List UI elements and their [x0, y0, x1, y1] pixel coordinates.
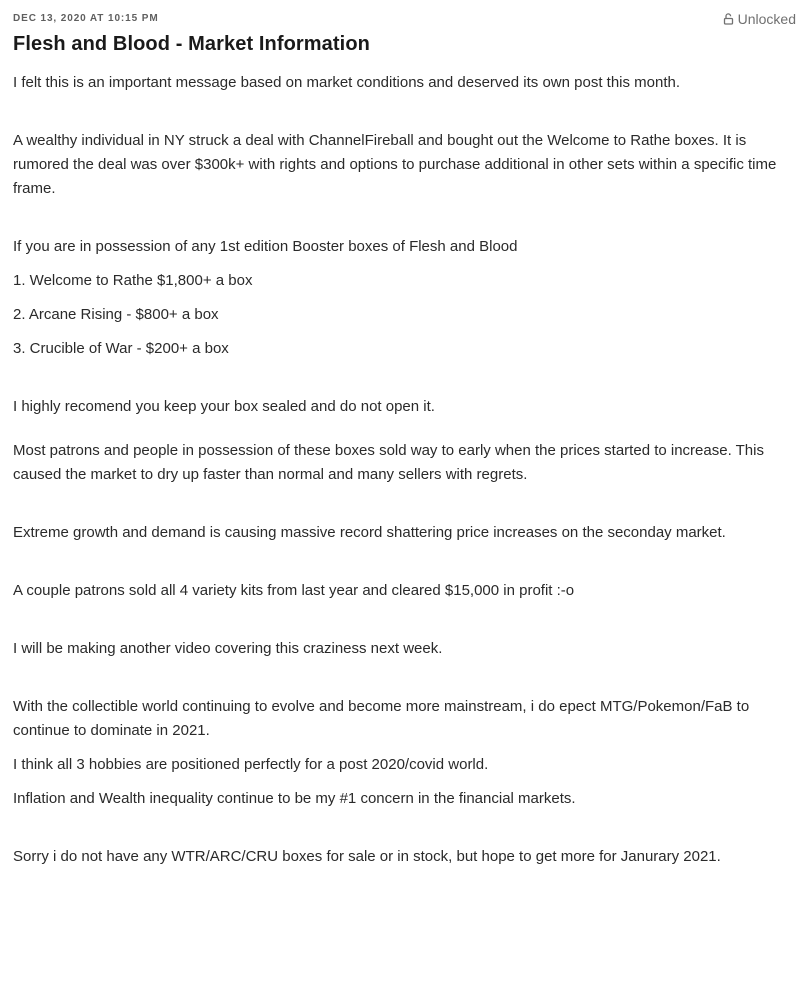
- paragraph-deal: A wealthy individual in NY struck a deal with ChannelFireball and bought out the Welcome to Rathe boxes. It is rumored the deal was over $300k+ with rights and options to purchase additional in other sets within a specific time frame.: [13, 132, 777, 197]
- paragraph-patrons: Most patrons and people in possession of these boxes sold way to early when the prices started to increase. This caused the market to dry up faster than normal and many sellers with regrets.: [13, 442, 764, 483]
- list-item-wtr: 1. Welcome to Rathe $1,800+ a box: [13, 272, 253, 289]
- post-date: DEC 13, 2020 AT 10:15 PM: [13, 13, 159, 24]
- paragraph-possession: If you are in possession of any 1st edition Booster boxes of Flesh and Blood: [13, 238, 518, 255]
- spacer: [13, 497, 797, 521]
- unlocked-status: [723, 11, 796, 27]
- unlock-icon: [723, 13, 734, 25]
- spacer: [13, 429, 797, 439]
- unlocked-label: Unlocked: [737, 11, 796, 27]
- spacer: [13, 671, 797, 695]
- paragraph-sorry: Sorry i do not have any WTR/ARC/CRU boxes for sale or in stock, but hope to get more for Janurary 2021.: [13, 848, 721, 865]
- paragraph-profit: A couple patrons sold all 4 variety kits from last year and cleared $15,000 in profit :-o: [13, 582, 575, 599]
- paragraph-video: I will be making another video covering this craziness next week.: [13, 640, 443, 657]
- spacer: [13, 821, 797, 845]
- paragraph-intro: I felt this is an important message based on market conditions and deserved its own post this month.: [13, 74, 681, 91]
- paragraph-collectibles: With the collectible world continuing to evolve and become more mainstream, i do epect MTG/Pokemon/FaB to continue to dominate in 2021.: [13, 698, 750, 739]
- list-item-arc: 2. Arcane Rising - $800+ a box: [13, 306, 219, 323]
- spacer: [13, 105, 797, 129]
- spacer: [13, 613, 797, 637]
- post-title: Flesh and Blood - Market Information: [13, 33, 370, 55]
- paragraph-recommend: I highly recomend you keep your box sealed and do not open it.: [13, 398, 435, 415]
- paragraph-growth: Extreme growth and demand is causing massive record shattering price increases on the seconday market.: [13, 524, 726, 541]
- paragraph-hobbies: I think all 3 hobbies are positioned perfectly for a post 2020/covid world.: [13, 756, 489, 773]
- post: [13, 0, 797, 865]
- post-body: [13, 71, 797, 879]
- paragraph-inflation: Inflation and Wealth inequality continue to be my #1 concern in the financial markets.: [13, 790, 576, 807]
- spacer: [13, 211, 797, 235]
- spacer: [13, 555, 797, 579]
- spacer: [13, 371, 797, 395]
- list-item-cru: 3. Crucible of War - $200+ a box: [13, 340, 229, 357]
- post-meta: [13, 0, 797, 36]
